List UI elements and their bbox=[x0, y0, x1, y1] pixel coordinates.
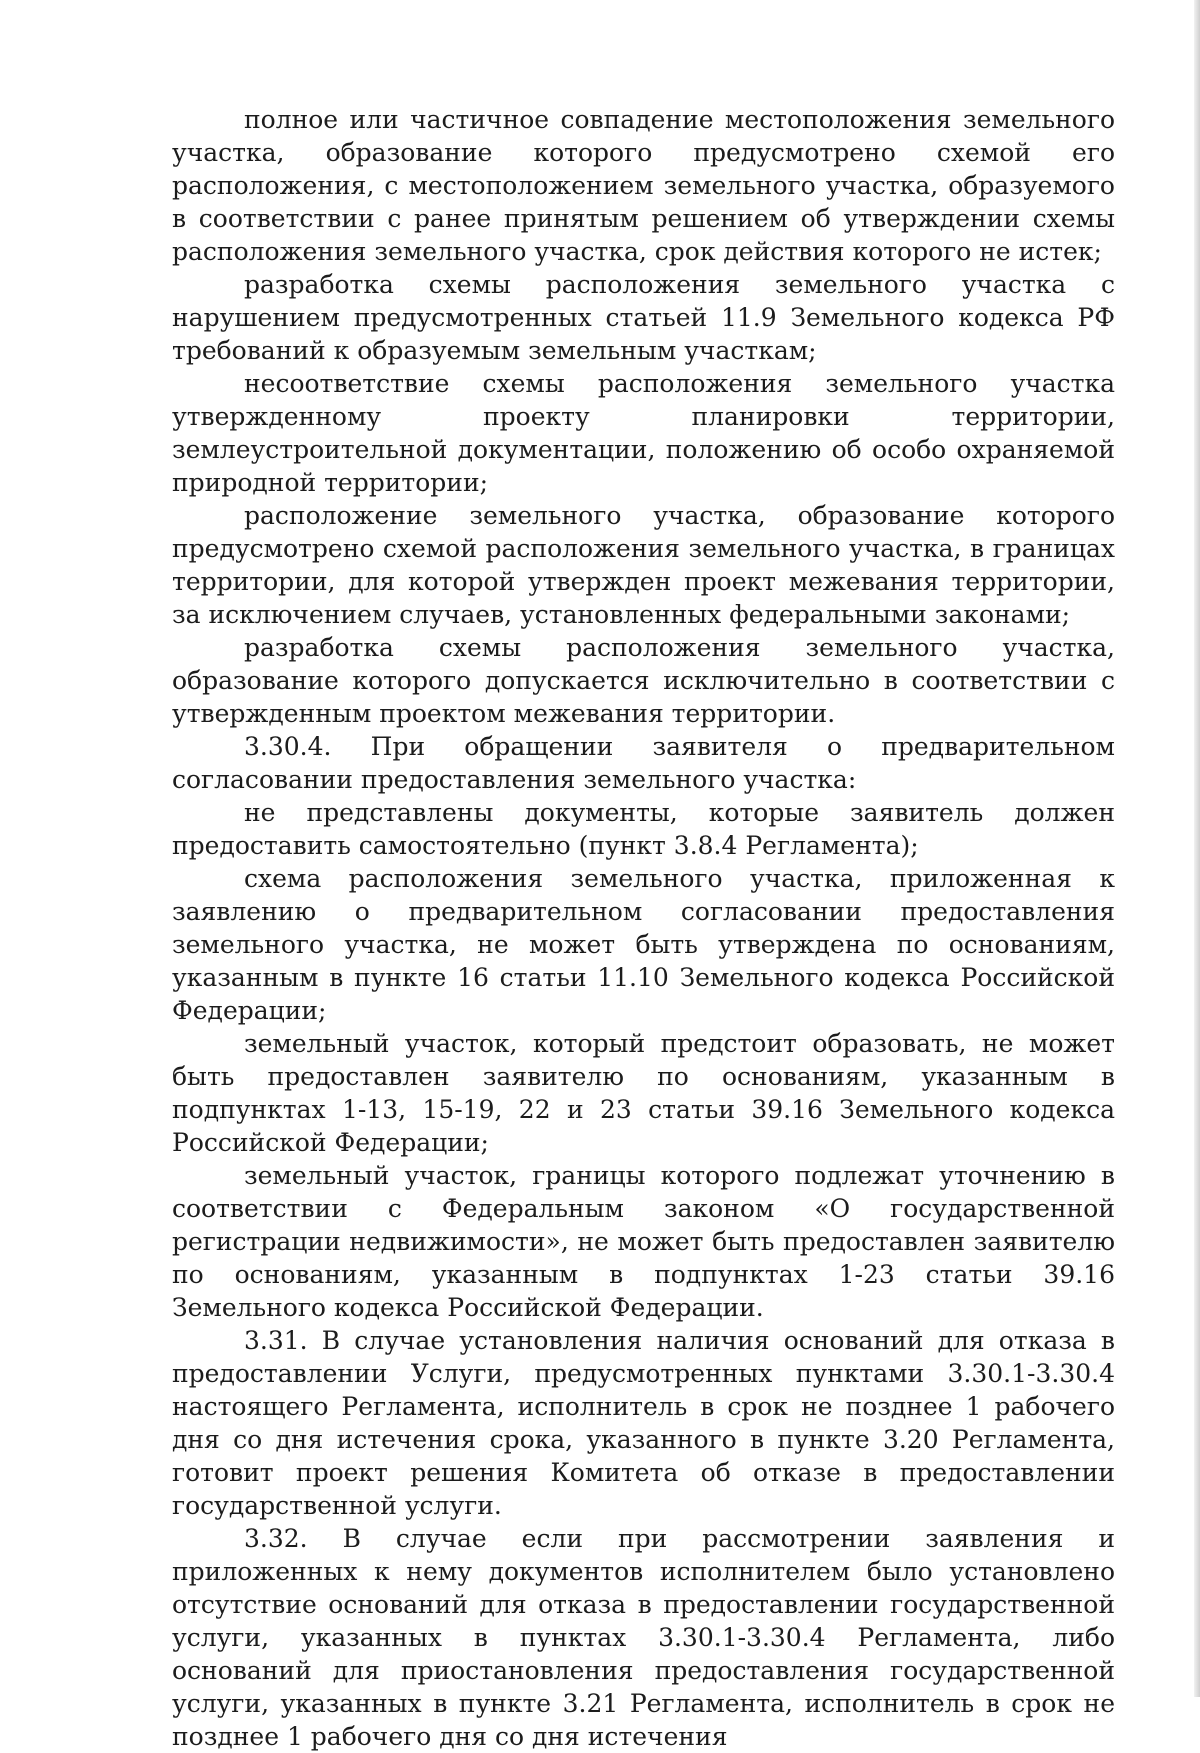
paragraph-plan-mismatch: несоответствие схемы расположения земельного участка утвержденному проекту планировки территории, землеустроительной документации, положению об особо охраняемой природной территории; bbox=[172, 369, 1115, 497]
paragraph-plot-not-provided: земельный участок, который предстоит образовать, не может быть предоставлен заявителю по основаниям, указанным в подпунктах 1-13, 15-19, 22 и 23 статьи 39.16 Земельного кодекса Российской Федерации; bbox=[172, 1029, 1115, 1157]
paragraph-3-32: 3.32. В случае если при рассмотрении заявления и приложенных к нему документов исполнителем было установлено отсутствие оснований для отказа в предоставлении государственной услуги, указанных в пунктах 3.30.1-3.30.4 Регламента, либо оснований для приостановления предоставления государственной услуги, указанных в пункте 3.21 Регламента, исполнитель в срок не позднее 1 рабочего дня со дня истечения bbox=[172, 1524, 1115, 1751]
paragraph-survey-only: разработка схемы расположения земельного участка, образование которого допускается исключительно в соответствии с утвержденным проектом межевания территории. bbox=[172, 633, 1115, 728]
paragraph-missing-documents: не представлены документы, которые заявитель должен предоставить самостоятельно (пункт 3.8.4 Регламента); bbox=[172, 798, 1115, 860]
document-body bbox=[172, 103, 1115, 1753]
paragraph-3-31: 3.31. В случае установления наличия оснований для отказа в предоставлении Услуги, предусмотренных пунктами 3.30.1-3.30.4 настоящего Регламента, исполнитель в срок не позднее 1 рабочего дня со дня истечения срока, указанного в пункте 3.20 Регламента, готовит проект решения Комитета об отказе в предоставлении государственной услуги. bbox=[172, 1326, 1115, 1520]
paragraph-scheme-not-approved: схема расположения земельного участка, приложенная к заявлению о предварительном согласовании предоставления земельного участка, не может быть утверждена по основаниям, указанным в пункте 16 статьи 11.10 Земельного кодекса Российской Федерации; bbox=[172, 864, 1115, 1025]
page-edge-shadow bbox=[1194, 0, 1200, 1697]
paragraph-survey-boundaries: расположение земельного участка, образование которого предусмотрено схемой расположения земельного участка, в границах территории, для которой утвержден проект межевания территории, за исключением случаев, установленных федеральными законами; bbox=[172, 501, 1115, 629]
paragraph-location-overlap: полное или частичное совпадение местоположения земельного участка, образование которого предусмотрено схемой его расположения, с местоположением земельного участка, образуемого в соответствии с ранее принятым решением об утверждении схемы расположения земельного участка, срок действия которого не истек; bbox=[172, 105, 1115, 266]
paragraph-boundary-clarification: земельный участок, границы которого подлежат уточнению в соответствии с Федеральным законом «О государственной регистрации недвижимости», не может быть предоставлен заявителю по основаниям, указанным в подпунктах 1-23 статьи 39.16 Земельного кодекса Российской Федерации. bbox=[172, 1161, 1115, 1322]
paragraph-scheme-violation: разработка схемы расположения земельного участка с нарушением предусмотренных статьей 11.9 Земельного кодекса РФ требований к образуемым земельным участкам; bbox=[172, 270, 1115, 365]
paragraph-3-30-4: 3.30.4. При обращении заявителя о предварительном согласовании предоставления земельного участка: bbox=[172, 732, 1115, 794]
